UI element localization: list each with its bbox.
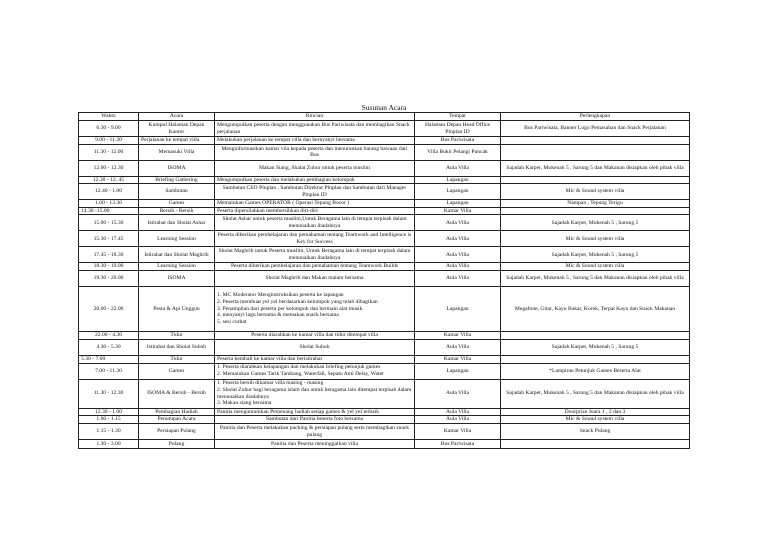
cell-waktu: 20.00 - 22.00: [79, 286, 139, 331]
table-row: [79, 137, 690, 145]
cell-acara: ISOMA: [139, 270, 215, 286]
cell-waktu: 17.45 - 18.30: [79, 247, 139, 263]
cell-acara: Bersih - Bersih: [139, 207, 215, 215]
cell-perlengkapan: Nampan , Tepung Terigu: [501, 200, 690, 208]
detail-line: 2. Sholat Zuhur bagi beragama islam dan untuk beragama lain ditempat terpisah dalam menunaikan ibadahnya: [217, 386, 412, 400]
cell-perlengkapan: Sajadah Karpet, Mukenah 5 , Sarung 5 dan Makanan disiapkan oleh pihak villa: [501, 270, 690, 286]
cell-waktu: 12.30 - 12. 45: [79, 176, 139, 184]
cell-waktu: 1.15 - 1.30: [79, 424, 139, 440]
cell-tempat: Aula Villa: [415, 215, 501, 231]
cell-perlengkapan: [501, 144, 690, 160]
cell-rincian: Sholat Maghrib dan Makan malam bersama: [215, 270, 415, 286]
cell-perlengkapan: Mic & Sound system villa: [501, 184, 690, 200]
cell-tempat: Aula Villa: [415, 270, 501, 286]
cell-perlengkapan: Mic & Sound system villa: [501, 263, 690, 271]
cell-rincian: Mengumpulkan peserta dengan menggunakan Bus Pariwisata dan membagikan Snack perjalanan: [215, 121, 415, 137]
header-acara: Acara: [139, 113, 215, 121]
cell-rincian: Peserta diberikan pembelajaran dan pemahaman tentang Teamwork and Intelligence is Key for Success: [215, 231, 415, 247]
cell-acara: Briefing Gathering: [139, 176, 215, 184]
cell-tempat: Lapangan: [415, 184, 501, 200]
cell-waktu: 1.00 - 1.15: [79, 416, 139, 424]
table-row: [79, 416, 690, 424]
cell-tempat: Aula Villa: [415, 416, 501, 424]
cell-waktu: 12.40 - 1.00: [79, 184, 139, 200]
table-row: [79, 121, 690, 137]
cell-tempat: Kamar Villa: [415, 207, 501, 215]
cell-perlengkapan: Megafone, Gitar, Kayu Bakar, Korek, Terpal Kayu dan Snack Makanan: [501, 286, 690, 331]
table-row: [79, 355, 690, 363]
cell-tempat: Lapangan: [415, 176, 501, 184]
cell-rincian: Melakukan perjalanan ke tempat villa dan bernyanyi bersama: [215, 137, 415, 145]
table-row: [79, 231, 690, 247]
detail-line: 2. Memainkan Games Tarik Tambang, Waterfall, Sepatu Anti Delay, Water: [217, 371, 385, 378]
detail-line: 5. sesi curhat: [217, 318, 247, 325]
cell-perlengkapan: [501, 440, 690, 449]
table-row: [79, 144, 690, 160]
cell-perlengkapan: [501, 331, 690, 339]
detail-line: 2. Peserta membuat yel yel berdasarkan kelompok yang telah dibagikan: [217, 299, 378, 306]
cell-waktu: 11.30 - 12.30: [79, 379, 139, 408]
cell-acara: Pembagian Hadiah: [139, 408, 215, 416]
cell-acara: Kumpul Halaman Depan Kantor: [139, 121, 215, 137]
cell-perlengkapan: [501, 355, 690, 363]
cell-waktu: 6.30 - 9.00: [79, 121, 139, 137]
cell-tempat: Aula Villa: [415, 339, 501, 355]
cell-acara: Learning Session: [139, 231, 215, 247]
cell-rincian: Peserta dipersilahkan membersihkan diri-diri: [215, 207, 415, 215]
cell-perlengkapan: [501, 137, 690, 145]
cell-waktu: 7.00 - 11.30: [79, 363, 139, 379]
cell-tempat: Villa Bukit Pelangi Puncak: [415, 144, 501, 160]
cell-rincian: Sambutan CEO Plnplan , Sambutan Direktur Plnplan dan Sambutan dari Manager Plnplan ID: [215, 184, 415, 200]
cell-rincian: Panitia mengumumkan Pemenang hadiah setiap games & yel yel terbaik: [215, 408, 415, 416]
cell-tempat: Aula Villa: [415, 408, 501, 416]
cell-tempat: Aula Villa: [415, 160, 501, 176]
cell-waktu: 12.30 - 1.00: [79, 408, 139, 416]
cell-rincian: [215, 379, 415, 408]
cell-waktu: 15.30 - 17.45: [79, 231, 139, 247]
table-row: [79, 363, 690, 379]
cell-rincian: Panitia dan Peserta melakukan packing & persiapan pulang serta membagikan snack pulang: [215, 424, 415, 440]
cell-tempat: Aula Villa: [415, 231, 501, 247]
cell-perlengkapan: Sajadah Karpet, Mukenah 5 , Sarung 5 dan Makanan disiapkan oleh pihak villa: [501, 379, 690, 408]
table-row: [79, 160, 690, 176]
detail-line: 3. Makan siang bersama: [217, 400, 272, 407]
table-row: [79, 331, 690, 339]
cell-rincian: [215, 286, 415, 331]
cell-waktu: 18.30 - 19.00: [79, 263, 139, 271]
cell-acara: Pulang: [139, 440, 215, 449]
cell-acara: Tidur: [139, 355, 215, 363]
schedule-table: [78, 112, 690, 449]
cell-tempat: Bus Pariwisata: [415, 440, 501, 449]
cell-tempat: Bus Pariwisata: [415, 137, 501, 145]
cell-acara: Sambutan: [139, 184, 215, 200]
cell-perlengkapan: Sajadah Karpet, Mukenah 5 , Sarung 5 dan Makanan disiapkan oleh pihak villa: [501, 160, 690, 176]
cell-tempat: Halaman Depan Head Office Plnplan ID: [415, 121, 501, 137]
table-row: [79, 176, 690, 184]
cell-waktu: 12.00 - 12.30: [79, 160, 139, 176]
cell-rincian: Sholat Ashar untuk peserta muslim,Untuk Beragama lain di tempat terpisah dalam menunaikan ibadahnya: [215, 215, 415, 231]
cell-acara: Penutupan Acara: [139, 416, 215, 424]
cell-tempat: Kamar Villa: [415, 331, 501, 339]
cell-tempat: Kamar Villa: [415, 355, 501, 363]
table-header-row: [79, 113, 690, 121]
table-row: [79, 440, 690, 449]
cell-perlengkapan: Bus Pariwisata, Banner Logo Pemasahan dan Snack Perjalanan: [501, 121, 690, 137]
table-row: [79, 424, 690, 440]
cell-acara: ISOMA & Bersih - Bersih: [139, 379, 215, 408]
cell-rincian: Peserta kembali ke kamar villa dan beristirahat: [215, 355, 415, 363]
cell-tempat: Kamar Villa: [415, 424, 501, 440]
table-row: [79, 339, 690, 355]
detail-line: 4. menyanyi lagu bersama & memakan snack bersama: [217, 312, 339, 319]
cell-acara: Memasuki Villa: [139, 144, 215, 160]
header-rincian: Rincian: [215, 113, 415, 121]
cell-acara: Games: [139, 363, 215, 379]
cell-perlengkapan: [501, 176, 690, 184]
table-row: [79, 215, 690, 231]
table-row: [79, 286, 690, 331]
detail-line: 1. MC Moderator Menginstruksikan peserta ke lapangan: [217, 292, 344, 299]
header-tempat: Tempat: [415, 113, 501, 121]
cell-perlengkapan: Sajadah Karpet, Mukenah 5 , Sarung 5: [501, 339, 690, 355]
cell-perlengkapan: Sajadah Karpet, Mukenah 5 , Sarung 5: [501, 215, 690, 231]
cell-acara: Istirahat dan Sholat Maghrib: [139, 247, 215, 263]
header-waktu: Waktu: [79, 113, 139, 121]
header-perlengkapan: Perlengkapan: [501, 113, 690, 121]
cell-acara: Learning Session: [139, 263, 215, 271]
table-row: [79, 263, 690, 271]
cell-waktu: 5.30 - 7.00: [79, 355, 139, 363]
table-row: [79, 379, 690, 408]
cell-acara: ISOMA: [139, 160, 215, 176]
cell-tempat: Aula Villa: [415, 379, 501, 408]
cell-perlengkapan: Mic & Sound system villa: [501, 416, 690, 424]
table-row: [79, 247, 690, 263]
cell-acara: Tidur: [139, 331, 215, 339]
cell-rincian: Menginformasikan kamar vila kepada peserta dan menurunkan barang bawaan dari Bus: [215, 144, 415, 160]
cell-rincian: [215, 363, 415, 379]
cell-acara: Pesta & Api Unggun: [139, 286, 215, 331]
cell-waktu: 1.00 - 13.30: [79, 200, 139, 208]
cell-perlengkapan: [501, 207, 690, 215]
table-row: [79, 408, 690, 416]
table-row: [79, 270, 690, 286]
cell-waktu: 19.30 - 20.00: [79, 270, 139, 286]
cell-perlengkapan: Snack Pulang: [501, 424, 690, 440]
cell-tempat: Lapangan: [415, 286, 501, 331]
detail-line: 1. Peserta diarahkan kelapangan dan melakukan briefing petunjuk games: [217, 364, 381, 371]
cell-perlengkapan: Sajadah Karpet, Mukenah 5 , Sarung 5: [501, 247, 690, 263]
cell-rincian: Mengumpulkan peserta dan melakukan pembagian kelompok: [215, 176, 415, 184]
cell-waktu: 22.00 - 4.30: [79, 331, 139, 339]
cell-tempat: Aula Villa: [415, 263, 501, 271]
cell-perlengkapan: Mic & Sound system villa: [501, 231, 690, 247]
table-row: [79, 207, 690, 215]
cell-rincian: Sholat Maghrib untuk Peserta muslim, Untuk Beragama lain di tempat terpisah dalam menunaikan ibadahnya: [215, 247, 415, 263]
cell-rincian: Makan Siang, Shalat Zuhur untuk peserta muslim: [215, 160, 415, 176]
cell-acara: Istirahat dan Sholat Subuh: [139, 339, 215, 355]
cell-tempat: Lapangan: [415, 200, 501, 208]
cell-tempat: Aula Villa: [415, 247, 501, 263]
cell-rincian: Memainkan Games OPERATOR ( Operasi Tepung Bocor ): [215, 200, 415, 208]
cell-waktu: 9.00 - 11.30: [79, 137, 139, 145]
cell-rincian: Sholat Subuh: [215, 339, 415, 355]
cell-waktu: 1.30 - 3.00: [79, 440, 139, 449]
cell-acara: Istirahat dan Sholat Ashar: [139, 215, 215, 231]
cell-perlengkapan: *Lampiran Petunjuk Games Beserta Alat: [501, 363, 690, 379]
cell-acara: Games: [139, 200, 215, 208]
cell-acara: Persiapan Pulang: [139, 424, 215, 440]
cell-rincian: Peserta diberikan pembelajaran dan pemahaman tentang Teamwork Builds: [215, 263, 415, 271]
cell-rincian: Sambutan dari Panitia beserta foto bersama: [215, 416, 415, 424]
table-row: [79, 200, 690, 208]
detail-line: 3. Penampilan dari peserta per kelompok dan bermain alat musik: [217, 305, 363, 312]
cell-perlengkapan: Doorprize Juara 1 , 2 dan 3: [501, 408, 690, 416]
cell-acara: Perjalanan ke tempat villa: [139, 137, 215, 145]
table-row: [79, 184, 690, 200]
cell-rincian: Peserta diarahkan ke kamar villa dan tidur ditempat villa: [215, 331, 415, 339]
cell-waktu: 15.00 - 15.30: [79, 215, 139, 231]
cell-waktu: 11.30 - 12.00: [79, 144, 139, 160]
page-title: Susunan Acara: [361, 103, 407, 112]
cell-tempat: Lapangan: [415, 363, 501, 379]
cell-rincian: Panitia dan Peserta meninggalkan villa: [215, 440, 415, 449]
cell-waktu: 14.30 -15.00: [79, 207, 139, 215]
detail-line: 1. Peserta bersih dikamar villa masing - masing: [217, 380, 324, 387]
cell-waktu: 4.30 - 5.30: [79, 339, 139, 355]
